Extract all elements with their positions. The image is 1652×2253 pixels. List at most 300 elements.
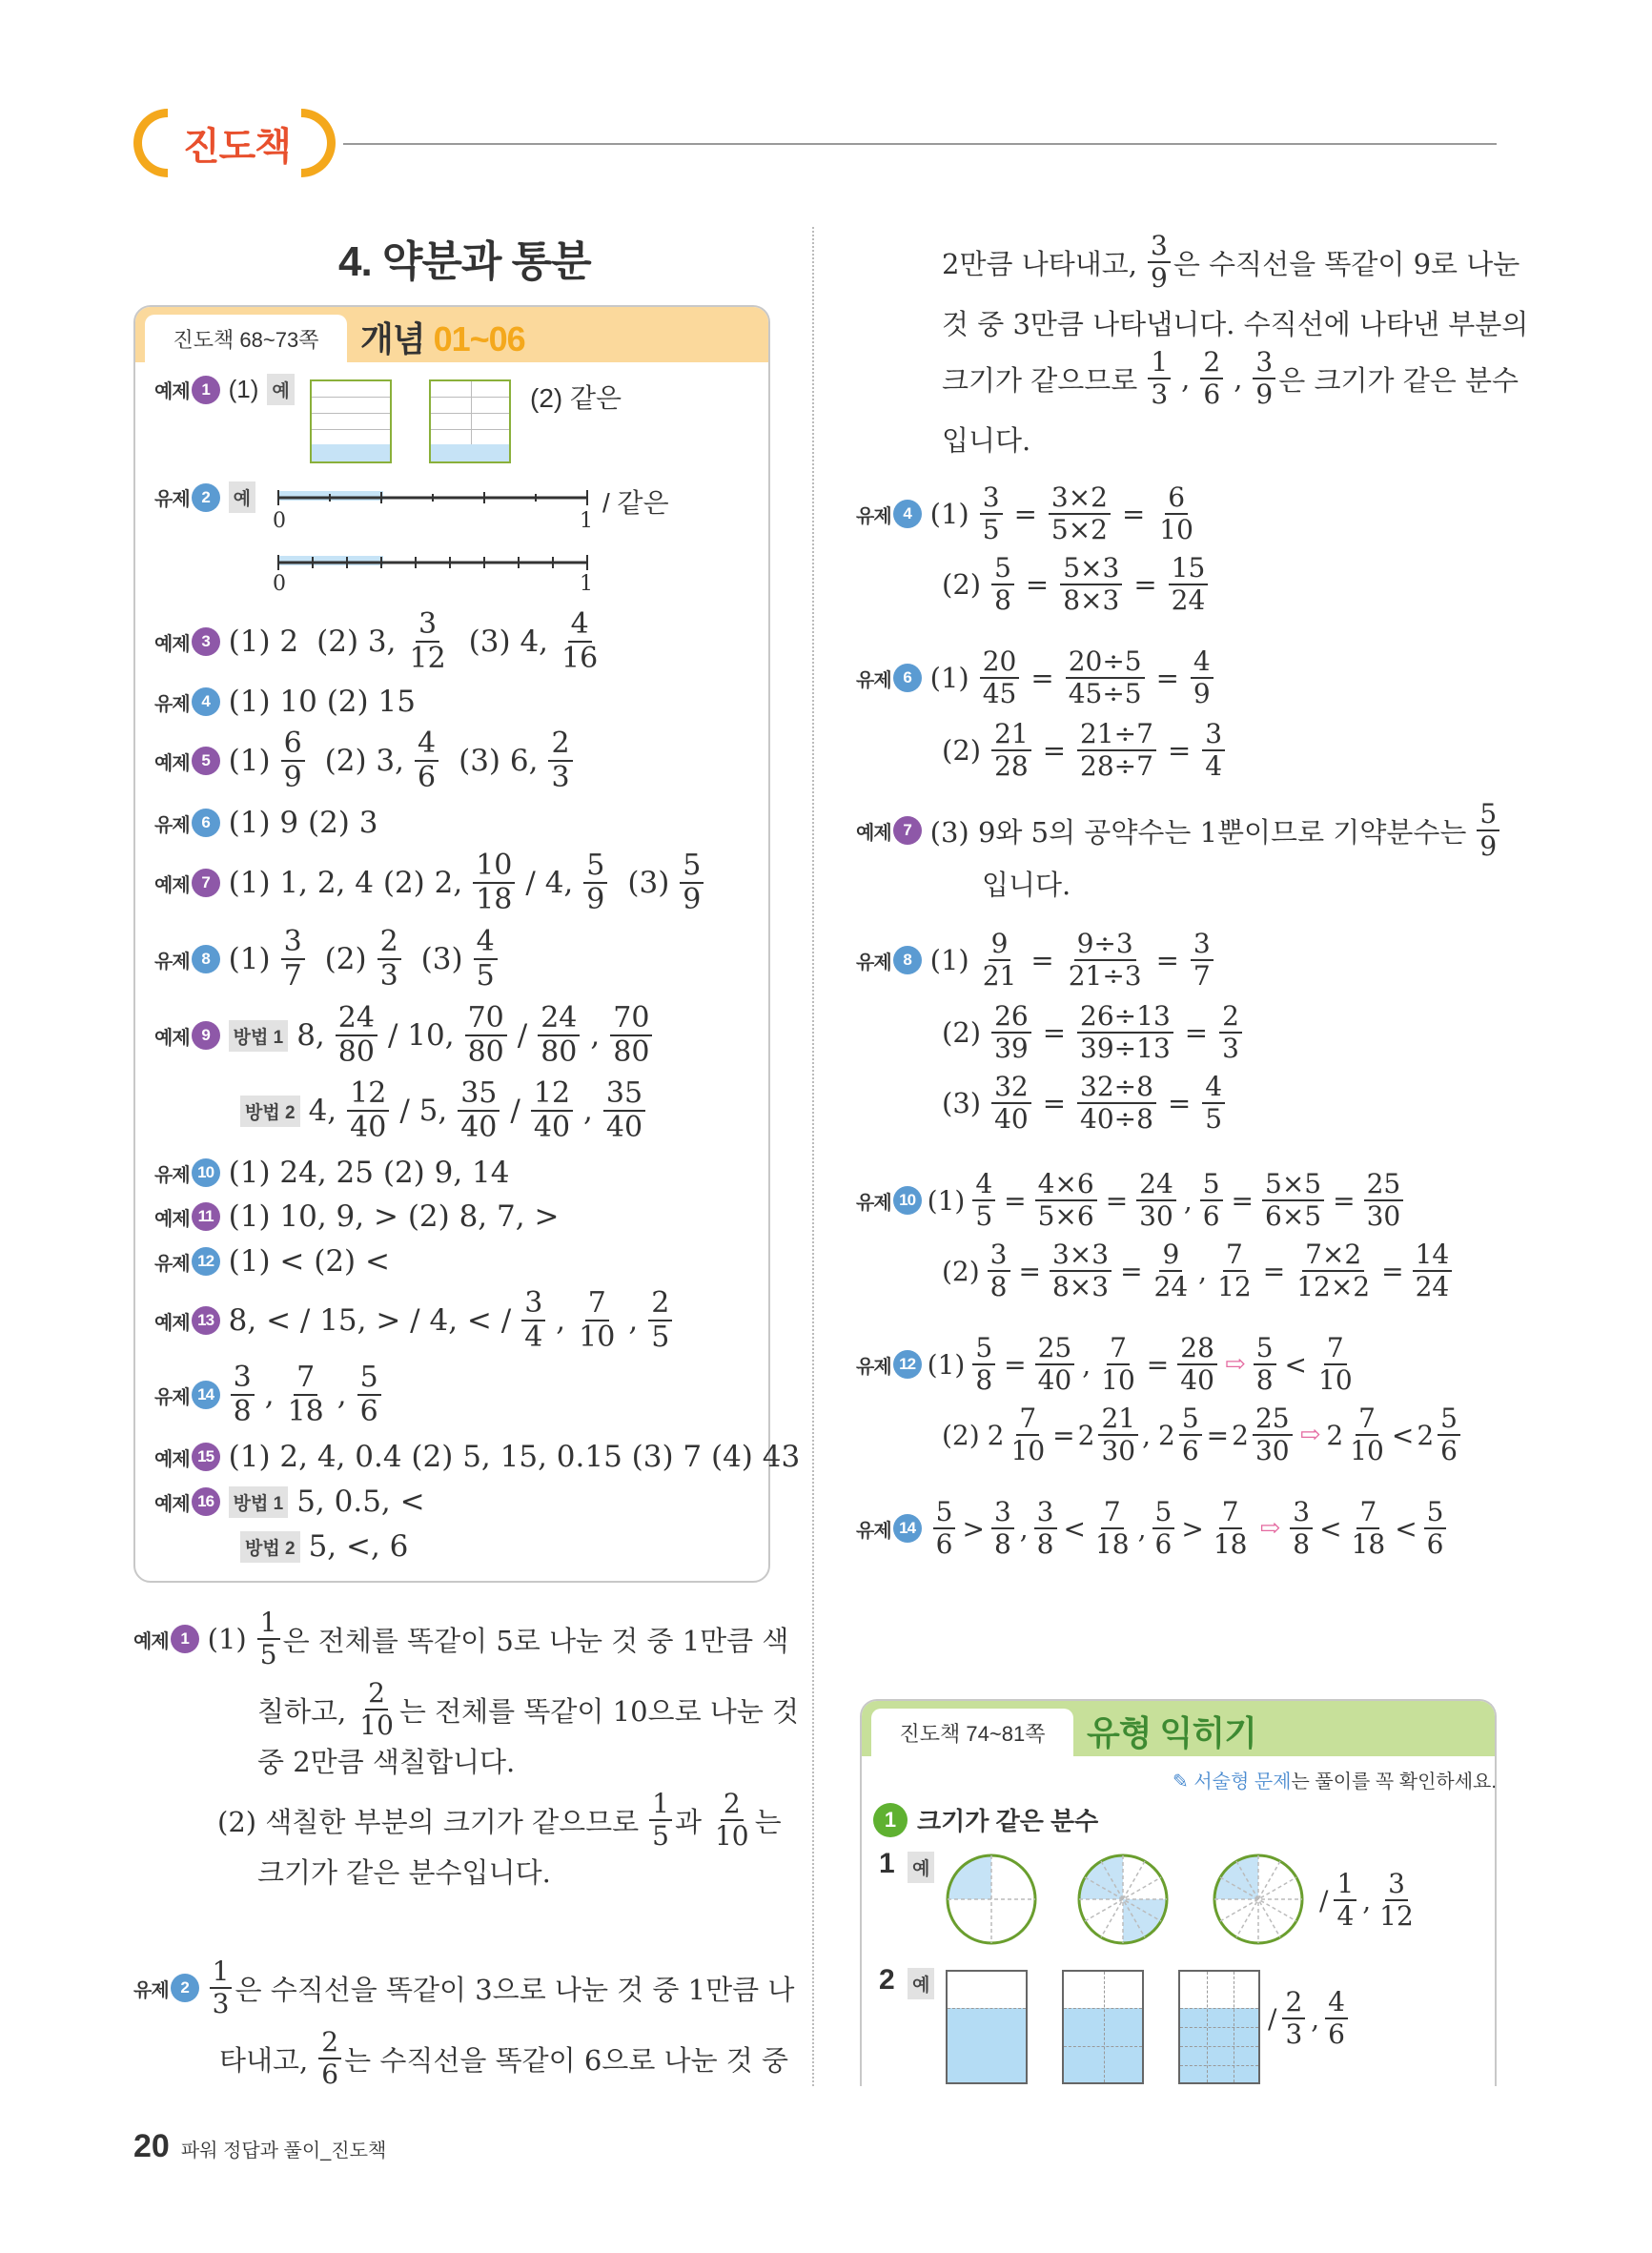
text-value: (1) [228, 744, 271, 778]
denominator: 39 [994, 1033, 1029, 1064]
text-value: 는 전체를 똑같이 10으로 나눈 것 [398, 1694, 800, 1728]
fraction [991, 718, 1031, 782]
arrow-icon: ⇨ [1259, 1514, 1281, 1543]
numerator: 3 [416, 610, 439, 643]
example-chip: 예 [267, 374, 294, 405]
problem-number-badge: 7 [192, 869, 220, 897]
concept-ex13: 예제 13 8, < / 15, > / 4, < / $\frac{3}{4}$ , $\frac{7}{10}$ , $\frac{2}{5}$ [154, 1289, 674, 1352]
fraction [610, 1001, 652, 1069]
operator: > [962, 1512, 985, 1545]
operator: = [1206, 1419, 1230, 1451]
problem-number-badge: 1 [192, 376, 220, 404]
problem-number-badge: 13 [192, 1306, 220, 1335]
text-value: 2 [1157, 1419, 1175, 1451]
numerator: 25 [1253, 1405, 1293, 1436]
text-value: / [1319, 1884, 1329, 1916]
fraction [1177, 1332, 1217, 1396]
text-value: (1) [927, 1348, 966, 1381]
problem-label [154, 869, 220, 897]
denominator: 40 [350, 1111, 387, 1144]
text-value: / [517, 1018, 528, 1053]
denominator: 18 [1094, 1528, 1130, 1560]
text-value: / 5, [399, 1094, 448, 1128]
fraction [1254, 1332, 1276, 1396]
concept-ex9-m2: 방법 2 4, $\frac{12}{40}$ / 5, $\frac{35}{40}$ / $\frac{12}{40}$ , $\frac{35}{40}$ [240, 1079, 647, 1142]
denominator: 6 [1202, 1200, 1220, 1232]
fraction [473, 851, 515, 914]
denominator: 9 [683, 883, 702, 916]
fraction [1202, 718, 1225, 782]
fraction [980, 645, 1020, 709]
numerator: 21 [991, 721, 1031, 751]
text-value: 2 [987, 1419, 1005, 1451]
numerator: 24 [336, 1004, 377, 1036]
fraction [1152, 1241, 1192, 1301]
fraction [1253, 1405, 1293, 1464]
denominator: 3 [1285, 2018, 1303, 2050]
numerator: 2 [318, 2029, 341, 2059]
denominator: 9 [1193, 678, 1211, 709]
fraction [1200, 1168, 1223, 1232]
numerator: 7 [1223, 1241, 1246, 1272]
sol-e2-right-line3: 크기가 같으므로 $\frac{1}{3}$ , $\frac{2}{6}$ , $\frac{3}{9}$ 은 크기가 같은 분수 [942, 346, 1519, 410]
numerator: 1 [257, 1609, 280, 1640]
text-value: (1) 10, 9, > (2) 8, 7, > [228, 1199, 560, 1234]
denominator: 6 [1328, 2018, 1345, 2050]
numerator: 5 [1179, 1405, 1202, 1436]
denominator: 21 [982, 960, 1017, 992]
numerator: 10 [473, 851, 515, 884]
right-y10a: 유제 10 (1) $\frac{4}{5}$ = $\frac{4\times 6}{5\times 6}$ = $\frac{24}{30}$ , $\frac{5}{6}$ = $\frac{5\times 5}{6\times 5}$ = $\frac{25}{30}$ [856, 1171, 1405, 1230]
problem-label [856, 1350, 922, 1379]
text-value: 2 [1326, 1419, 1344, 1451]
sol-e2-line2 [219, 2026, 789, 2090]
text-value: 2 [1417, 1419, 1435, 1451]
operator: = [1121, 498, 1146, 530]
denominator: 28 [994, 750, 1029, 782]
numerator: 7×2 [1302, 1241, 1364, 1272]
operator: = [1184, 1016, 1209, 1049]
denominator: 8 [233, 1395, 252, 1428]
numerator: 5 [1438, 1405, 1460, 1436]
text-value: (2) [324, 942, 367, 976]
denominator: 80 [613, 1035, 650, 1069]
numerator: 20 [980, 648, 1020, 679]
fraction [1253, 346, 1275, 410]
fraction [1049, 481, 1111, 545]
numerator: 7 [1016, 1405, 1039, 1436]
numerator: 3 [1385, 1871, 1408, 1901]
fraction [347, 1076, 389, 1144]
fraction [1200, 346, 1223, 410]
text-value: (3) [420, 942, 463, 976]
fraction [406, 607, 448, 675]
q2-chip: 예 [908, 1968, 934, 1999]
denominator: 6×5 [1265, 1200, 1322, 1232]
operator: = [1018, 1255, 1041, 1287]
text-value: 는 [754, 1805, 782, 1838]
numerator: 3 [1253, 349, 1275, 379]
right-y8c [942, 1071, 1227, 1135]
concept-ref: 진도책 68~73쪽 [173, 327, 319, 352]
numerator: 2 [1200, 349, 1223, 379]
numerator: 4 [1325, 1989, 1348, 2019]
numerator: 32 [991, 1074, 1031, 1104]
numerator: 3 [980, 484, 1003, 515]
denominator: 3 [551, 761, 570, 794]
fraction [1009, 1405, 1049, 1464]
text-value: 타내고, [219, 2043, 309, 2077]
fraction [281, 925, 305, 993]
numerator: 35 [603, 1079, 645, 1112]
operator: = [1155, 662, 1179, 694]
text-value: (1) [207, 1623, 247, 1655]
operator: = [1013, 498, 1037, 530]
text-value: 5, 0.5, < [296, 1485, 425, 1519]
denominator: 18 [476, 883, 513, 916]
problem-number-badge: 10 [893, 1186, 922, 1215]
concept-ex10 [154, 1156, 510, 1190]
concept-ex8 [154, 925, 500, 993]
denominator: 10 [714, 1820, 749, 1852]
q2-answer: / $\frac{2}{3}$ , $\frac{4}{6}$ [1268, 1989, 1350, 2048]
numerator: 12 [347, 1079, 389, 1112]
fraction [1219, 1000, 1242, 1064]
denominator: 24 [1415, 1271, 1450, 1302]
operator: < [1284, 1348, 1307, 1381]
fraction [991, 1071, 1031, 1135]
fraction [357, 1677, 397, 1741]
text-value: 5, <, 6 [308, 1529, 409, 1564]
ex2-answer: / 같은 [602, 488, 669, 518]
problem-number-badge: 8 [893, 946, 922, 974]
text-value: 유제 [154, 1386, 190, 1408]
text-value: 유제 [856, 669, 891, 691]
denominator: 39÷13 [1080, 1033, 1171, 1064]
denominator: 5 [975, 1200, 993, 1232]
numerator: 2 [365, 1680, 388, 1710]
q1-pie-quarters [944, 1852, 1039, 1947]
operator: = [1042, 1087, 1067, 1119]
practice-title: 유형 익히기 [1087, 1713, 1256, 1752]
denominator: 16 [561, 642, 599, 675]
problem-label [154, 1487, 220, 1516]
text-value: (2) 3, [324, 744, 404, 778]
denominator: 5 [982, 514, 1000, 545]
numerator: 1 [1148, 349, 1171, 379]
right-y8a [856, 928, 1215, 992]
denominator: 30 [1254, 1435, 1290, 1466]
concept-ex15 [154, 1440, 800, 1474]
denominator: 8×3 [1063, 584, 1120, 616]
concept-ex16-m1 [154, 1485, 425, 1519]
problem-number-badge: 4 [192, 687, 220, 716]
denominator: 21÷3 [1068, 960, 1142, 992]
method-chip: 방법 2 [240, 1096, 300, 1127]
denominator: 3 [1222, 1033, 1239, 1064]
fraction [1077, 718, 1156, 782]
text-value: 예제 [154, 874, 190, 896]
operator: = [1004, 1348, 1027, 1381]
numerator: 5 [357, 1363, 381, 1396]
problem-label [154, 1443, 220, 1471]
denominator: 40 [460, 1111, 498, 1144]
denominator: 9 [586, 883, 605, 916]
footer [133, 2128, 386, 2165]
denominator: 30 [1366, 1200, 1401, 1232]
text-value: 2 [1232, 1419, 1249, 1451]
text-value: 은 수직선을 똑같이 9로 나눈 [1173, 247, 1520, 280]
header [133, 105, 1497, 181]
text-value: (1) 1, 2, 4 (2) 2, [228, 866, 463, 900]
fraction [991, 552, 1014, 616]
numerator: 5 [1254, 1335, 1276, 1365]
numerator: 3 [1034, 1499, 1057, 1529]
concept-ex2 [154, 481, 255, 513]
numerator: 70 [610, 1004, 652, 1036]
denominator: 40 [1037, 1364, 1072, 1396]
operator: = [1155, 944, 1179, 976]
problem-number-badge: 8 [192, 945, 220, 973]
fraction [257, 1609, 280, 1669]
fraction [1377, 1868, 1417, 1932]
fraction [1152, 1496, 1175, 1560]
fraction [649, 1788, 672, 1852]
numerator: 32÷8 [1077, 1074, 1156, 1104]
denominator: 18 [287, 1395, 324, 1428]
problem-label [154, 483, 220, 512]
text-value: (1) [228, 942, 271, 976]
denominator: 12 [1379, 1900, 1414, 1932]
fraction [521, 1286, 545, 1354]
text-value: (2) [942, 734, 982, 767]
q2-rect-sixths [1062, 1970, 1144, 2084]
denominator: 80 [467, 1035, 504, 1069]
text-value: 은 수직선을 똑같이 3으로 나눈 것 중 1만큼 나 [235, 1973, 795, 2006]
numerator: 7 [294, 1363, 317, 1396]
numerator: 15 [1169, 555, 1209, 585]
text-value: 유제 [154, 814, 190, 836]
numerator: 7 [585, 1289, 609, 1321]
text-value: 는 수직선을 똑같이 6으로 나눈 것 중 [344, 2043, 789, 2077]
denominator: 6 [1154, 1528, 1173, 1560]
fraction [538, 1001, 580, 1069]
problem-number-badge: 4 [893, 500, 922, 528]
pencil-icon: ✎ [1173, 1772, 1189, 1792]
section-number-badge: 1 [873, 1803, 908, 1837]
numerator: 24 [538, 1004, 580, 1036]
problem-label [856, 500, 922, 528]
denominator: 6 [935, 1528, 953, 1560]
numerator: 4 [1202, 1074, 1225, 1104]
problem-number-badge: 11 [192, 1202, 220, 1231]
fraction [1315, 1332, 1356, 1396]
text-value: 유제 [856, 1356, 891, 1378]
denominator: 12 [1217, 1271, 1252, 1302]
fraction [972, 1332, 995, 1396]
sol-e2-right-line4: 입니다. [942, 424, 1031, 457]
denominator: 8 [1255, 1364, 1274, 1396]
problem-label [154, 1202, 220, 1231]
text-value: (2) 색칠한 부분의 크기가 같으므로 [217, 1805, 640, 1838]
ex1-answer: (2) 같은 [530, 383, 622, 413]
fraction [559, 607, 601, 675]
denominator: 6 [1426, 1528, 1444, 1560]
problem-number-badge: 3 [192, 627, 220, 656]
arrow-icon: ⇨ [1299, 1421, 1321, 1449]
fraction [933, 1496, 956, 1560]
fraction [1477, 798, 1499, 862]
problem-label [154, 747, 220, 775]
fraction [377, 925, 401, 993]
numerator: 26÷13 [1077, 1003, 1173, 1034]
fraction [1282, 1986, 1305, 2050]
fraction [583, 851, 607, 914]
text-value: (1) 9 (2) 3 [228, 806, 378, 840]
sol-e1-line3: 중 2만큼 색칠합니다. [257, 1746, 516, 1778]
fraction [531, 1076, 573, 1144]
denominator: 7 [1193, 960, 1211, 992]
right-y12b: (2) 2 $\frac{7}{10}$ = 2 $\frac{21}{30}$ , 2 $\frac{5}{6}$ = 2 $\frac{25}{30}$ ⇨ 2 $\frac{7}{10}$ < 2 $\frac{5}{6}$ [942, 1405, 1462, 1464]
text-value: / 10, [387, 1018, 455, 1053]
right-y4a [856, 481, 1198, 545]
numerator: 3 [1191, 931, 1214, 961]
text-value: 칠하고, [257, 1694, 347, 1728]
fraction [991, 1496, 1014, 1560]
problem-label [154, 1306, 220, 1335]
problem-number-badge: 9 [192, 1021, 220, 1050]
q1-pie-twelfths [1075, 1852, 1171, 1947]
numerator: 3 [991, 1499, 1014, 1529]
problem-label [133, 1625, 199, 1653]
text-value: 은 전체를 똑같이 5로 나눈 것 중 1만큼 색 [282, 1624, 789, 1657]
numerator: 7 [1219, 1499, 1242, 1529]
q2-rect-shaded [1178, 1970, 1260, 2084]
denominator: 10 [1010, 1435, 1046, 1466]
sol-e2-right-line2: 것 중 3만큼 나타냅니다. 수직선에 나타낸 부분의 [942, 308, 1529, 340]
denominator: 12×2 [1296, 1271, 1371, 1302]
text-value: 예제 [154, 752, 190, 774]
column-divider [812, 227, 814, 2086]
numerator: 6 [281, 729, 305, 762]
numerator: 3 [281, 928, 305, 960]
denominator: 10 [359, 1710, 394, 1741]
denominator: 8 [993, 1528, 1011, 1560]
numerator: 3 [521, 1289, 545, 1321]
numerator: 7 [1356, 1405, 1378, 1436]
ex-label [154, 376, 220, 404]
problem-number-badge: 1 [171, 1625, 199, 1653]
denominator: 5 [651, 1321, 670, 1354]
denominator: 5 [259, 1639, 277, 1670]
operator: = [1120, 1255, 1143, 1287]
text-value: (3) 6, [459, 744, 539, 778]
text-value: (3) [627, 866, 670, 900]
numerator: 25 [1364, 1171, 1404, 1201]
denominator: 40 [605, 1111, 643, 1144]
denominator: 8 [975, 1364, 993, 1396]
numerator: 4 [415, 729, 438, 762]
numerator: 24 [1136, 1171, 1176, 1201]
text-value: 2 [1077, 1419, 1095, 1451]
fraction [1290, 1496, 1313, 1560]
problem-number-badge: 6 [192, 809, 220, 837]
fraction [1413, 1241, 1453, 1301]
denominator: 12 [409, 642, 446, 675]
chapter-title: 4. 약분과 통분 [338, 238, 591, 285]
operator: = [1105, 1184, 1129, 1217]
ex2-number-lines [267, 484, 601, 599]
numerator: 35 [458, 1079, 500, 1112]
fraction [648, 1286, 672, 1354]
text-value: (1) < (2) < [228, 1244, 390, 1279]
fraction [1294, 1241, 1373, 1301]
ex2-zero-2: 0 [273, 572, 286, 596]
operator: = [1262, 1255, 1286, 1287]
text-value: 유제 [133, 1979, 169, 2001]
problem-label [154, 1247, 220, 1276]
denominator: 5×6 [1037, 1200, 1094, 1232]
denominator: 7 [283, 959, 302, 993]
operator: = [1042, 734, 1067, 767]
sol-e2-line1 [133, 1958, 794, 2017]
ex2-zero-1: 0 [273, 509, 286, 533]
numerator: 5 [1424, 1499, 1447, 1529]
denominator: 45÷5 [1068, 678, 1142, 709]
numerator: 1 [1334, 1871, 1356, 1901]
fraction [318, 2026, 341, 2090]
operator: = [1042, 1016, 1067, 1049]
problem-label [856, 664, 922, 692]
fraction [458, 1076, 500, 1144]
text-value: 예제 [154, 1027, 190, 1049]
fraction [712, 1788, 752, 1852]
text-value: 유제 [154, 489, 190, 510]
numerator: 3 [1202, 721, 1225, 751]
fraction [1438, 1405, 1460, 1464]
ex1-shaded-rect-tenths [429, 379, 511, 463]
numerator: 7 [1107, 1335, 1130, 1365]
fraction [1191, 645, 1214, 709]
text-value: (1) [929, 498, 969, 530]
text-value: (1) [927, 1184, 966, 1217]
right-e7-end: 입니다. [982, 869, 1071, 901]
problem-label [856, 946, 922, 974]
numerator: 5 [933, 1499, 956, 1529]
text-value: 예제 [133, 1630, 169, 1652]
numerator: 9 [989, 931, 1011, 961]
denominator: 40 [533, 1111, 571, 1144]
concept-ex11 [154, 1199, 559, 1234]
problem-label [154, 1158, 220, 1187]
operator: < [1063, 1512, 1086, 1545]
operator: = [1052, 1419, 1075, 1451]
problem-number-badge: 12 [192, 1247, 220, 1276]
fraction [1202, 1071, 1225, 1135]
fraction [980, 481, 1003, 545]
fraction [1364, 1168, 1404, 1232]
denominator: 8×3 [1051, 1271, 1110, 1302]
right-y10b: (2) $\frac{3}{8}$ = $\frac{3\times 3}{8\times 3}$ = $\frac{9}{24}$ , $\frac{7}{12}$ = $\frac{7\times 2}{12\times 2}$ = $\frac{14}{24}$ [942, 1241, 1454, 1301]
text-value: 예제 [154, 1312, 190, 1334]
denominator: 18 [1213, 1528, 1248, 1560]
problem-number-badge: 5 [192, 747, 220, 775]
fraction [281, 729, 305, 792]
q1-chip: 예 [908, 1852, 934, 1883]
fraction [1179, 1405, 1202, 1464]
denominator: 6 [359, 1395, 378, 1428]
right-y12a: 유제 12 (1) $\frac{5}{8}$ = $\frac{25}{40}$ , $\frac{7}{10}$ = $\frac{28}{40}$ ⇨ $\frac{5}{8}$ < $\frac{7}{10}$ [856, 1335, 1357, 1394]
